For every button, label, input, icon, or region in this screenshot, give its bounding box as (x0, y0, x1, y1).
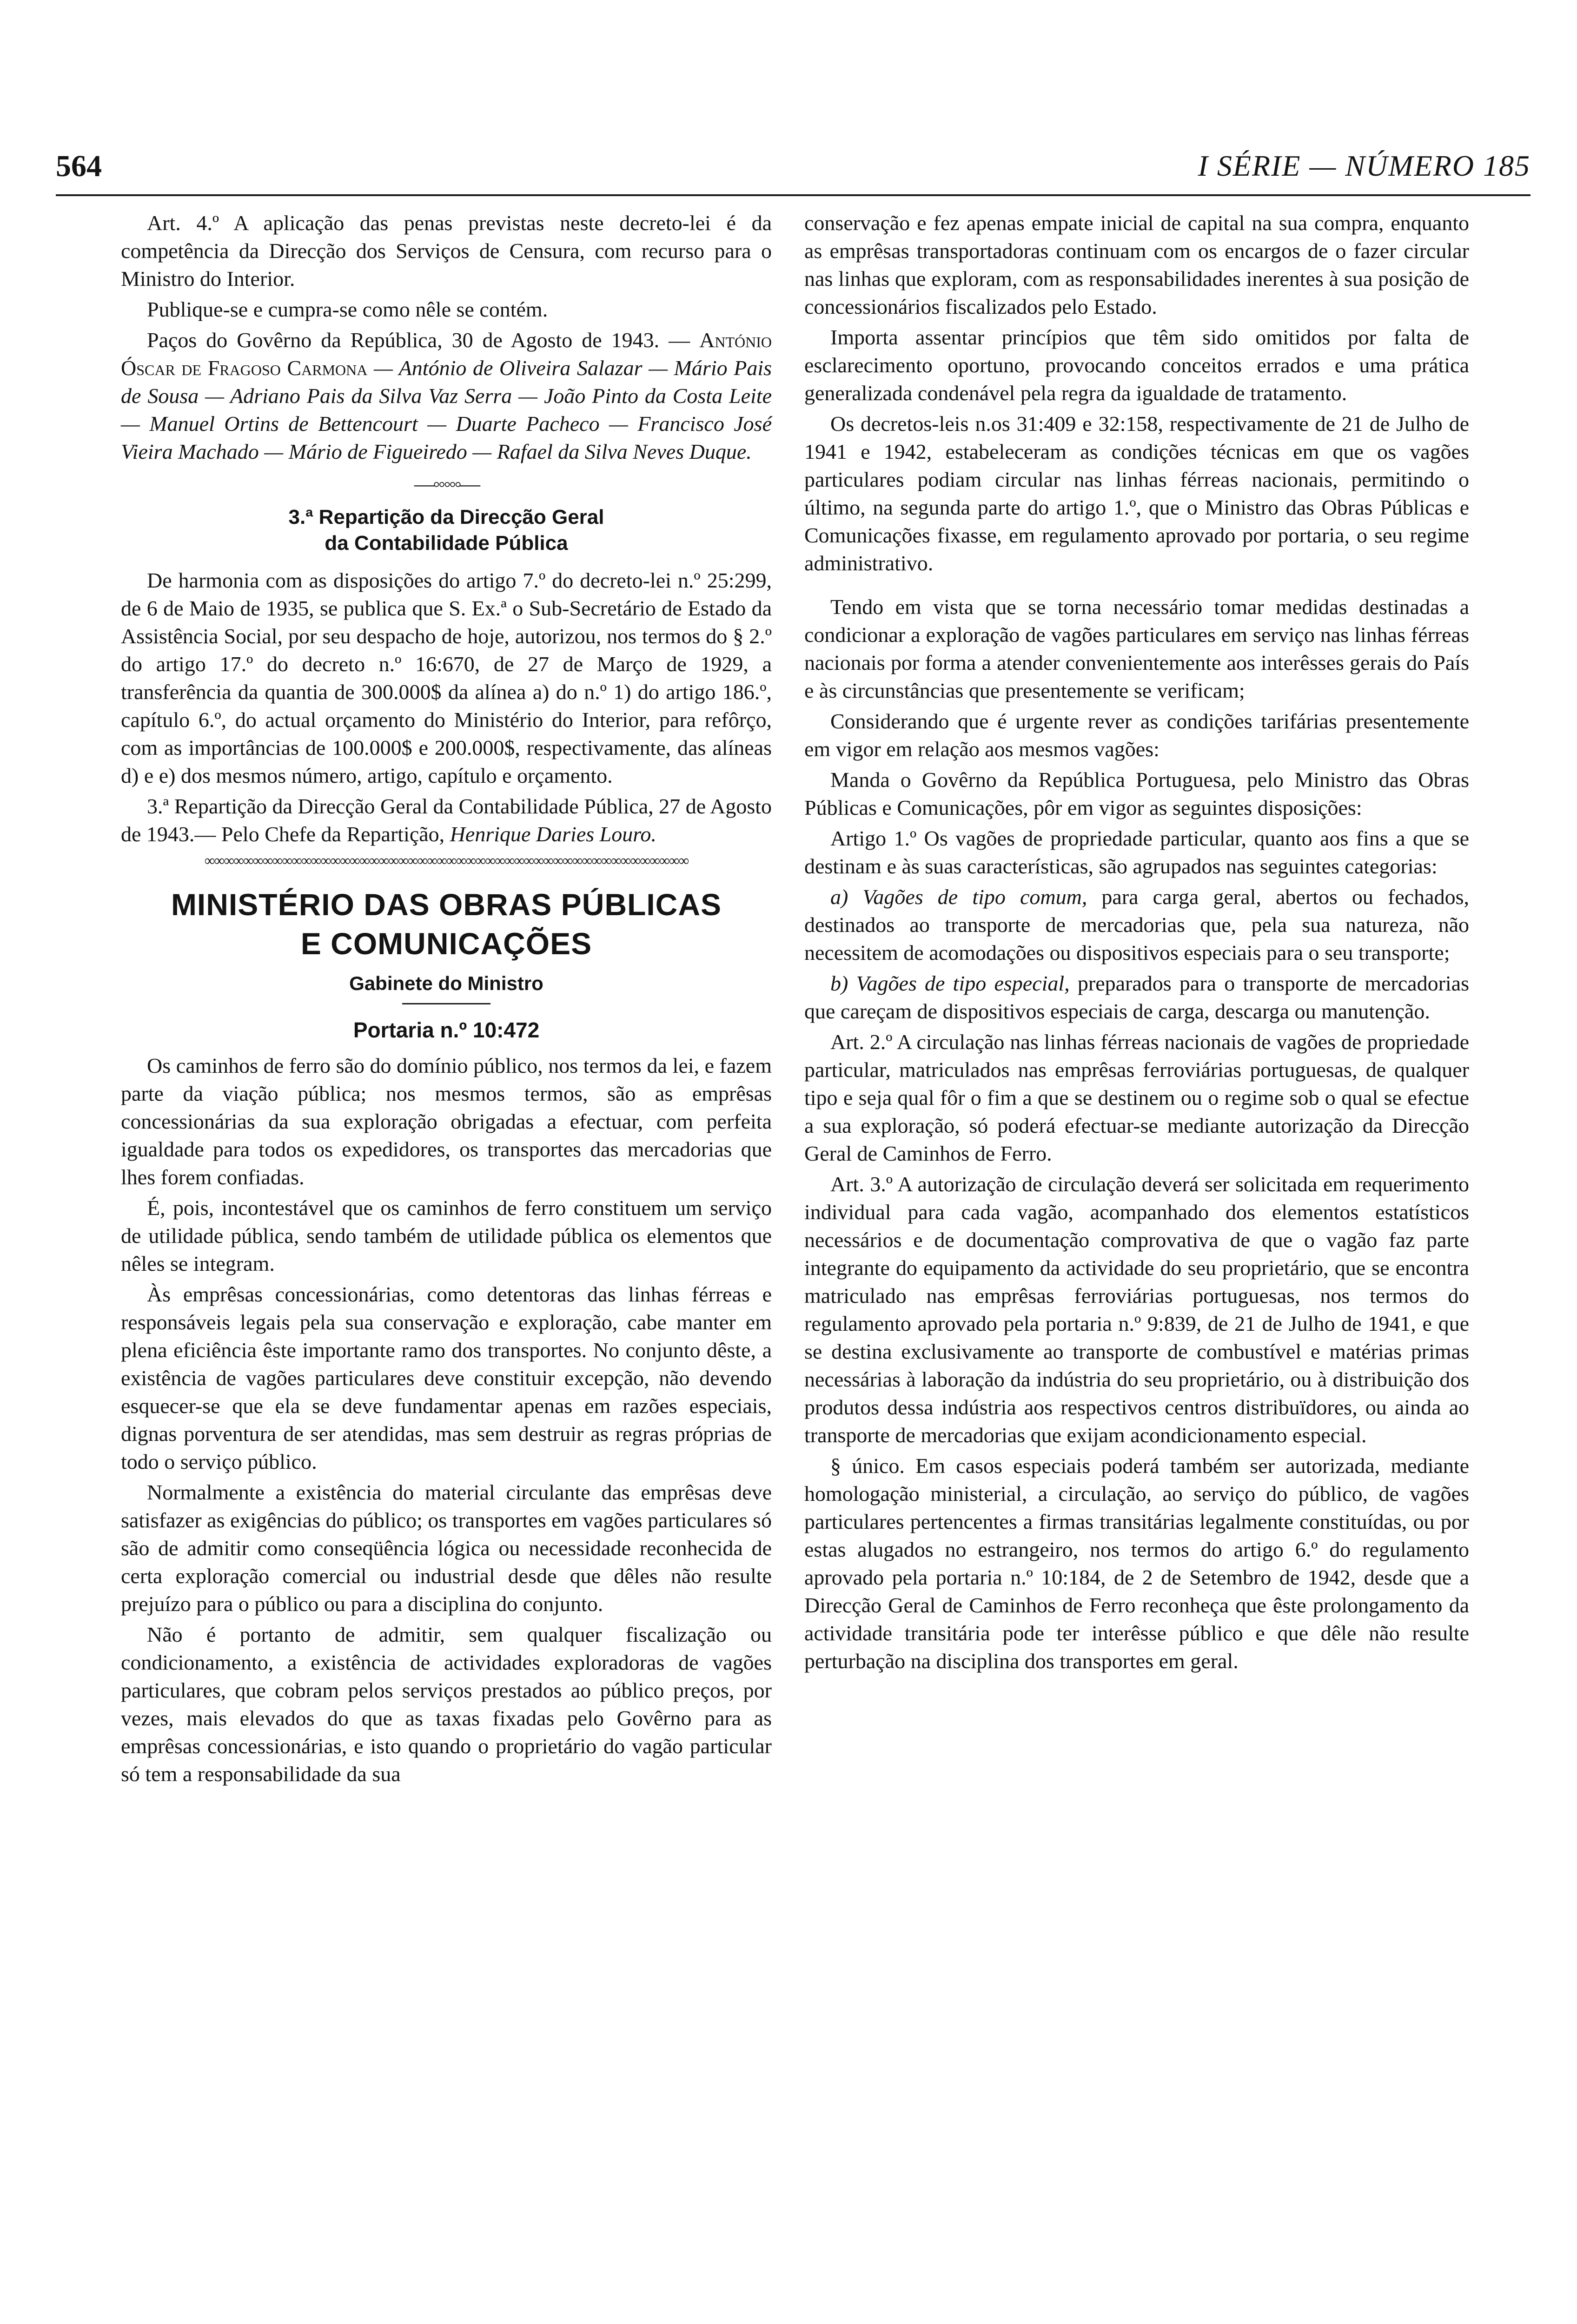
section-heading-line-1: 3.ª Repartição da Direcção Geral (288, 506, 604, 528)
category-a-label: a) Vagões de tipo comum, (830, 885, 1087, 909)
left-column (121, 209, 772, 1791)
date-line: Paços do Govêrno da República, 30 de Agosto de 1943. — (147, 328, 690, 352)
signatory-carmona: António Óscar de Fragoso Carmona (121, 328, 772, 380)
article-1: Artigo 1.º Os vagões de propriedade particular, quanto aos fins a que se destinam e às suas características, são agrupados nas seguintes categorias: (804, 826, 1469, 878)
ministry-title-line-2: E COMUNICAÇÕES (300, 926, 592, 961)
section-heading-line-2: da Contabilidade Pública (325, 532, 568, 555)
right-column (804, 209, 1469, 1678)
page-header (56, 139, 1531, 191)
reparticao-name: Henrique Daries Louro. (450, 822, 656, 846)
ornament-band: ∞∞∞∞∞∞∞∞∞∞∞∞∞∞∞∞∞∞∞∞∞∞∞∞∞∞∞∞∞∞∞∞∞∞∞∞∞∞∞∞∞∞∞∞∞∞∞∞∞∞ (204, 852, 689, 869)
page-number: 564 (56, 149, 102, 183)
spacer (804, 580, 1469, 593)
portaria-title: Portaria n.º 10:472 (353, 1018, 540, 1042)
category-a (804, 883, 1469, 967)
decrees-paragraph: Os decretos-leis n.os 31:409 e 32:158, respectivamente de 21 de Julho de 1941 e 1942, estabeleceram as condições técnicas em que os vagões particulares podiam circular nas linhas férreas nacionais, permitindo o último, na segunda parte do artigo 1.º, que o Ministro das Obras Públicas e Comunicações fixasse, em regulamento aprovado por portaria, o seu regime administrativo. (804, 412, 1469, 575)
ministry-title-line-1: MINISTÉRIO DAS OBRAS PÚBLICAS (171, 887, 722, 922)
short-rule (402, 1003, 490, 1004)
signatories-block (121, 326, 772, 466)
portaria-paragraph-1: Os caminhos de ferro são do domínio público, nos termos da lei, e fazem parte da viação pública; nos mesmos termos, são as emprêsas concessionárias da sua exploração obrigadas a efectuar, com perfeita igualdade para todos os expedidores, os transportes das mercadorias que lhes forem confiadas. (121, 1054, 772, 1189)
manda-paragraph: Manda o Govêrno da República Portuguesa, pelo Ministro das Obras Públicas e Comunicações, pôr em vigor as seguintes disposições: (804, 768, 1469, 819)
reparticao-signature (121, 792, 772, 848)
continued-paragraph: conservação e fez apenas empate inicial de capital na sua compra, enquanto as emprêsas transportadoras continuam com os encargos de o fazer circular nas linhas que exploram, com as responsabilidades inerentes à sua posição de concessionários fiscalizados pelo Estado. (804, 211, 1469, 318)
category-b-label: b) Vagões de tipo especial, (830, 971, 1070, 995)
principles-paragraph: Importa assentar princípios que têm sido omitidos por falta de esclarecimento oportuno, provocando conceitos errados e uma prática generalizada condenável pela regra da igualdade de tratamento. (804, 325, 1469, 405)
category-b-text: preparados para o transporte de mercadorias que careçam de dispositivos especiais de carga, descarga ou manutenção. (804, 971, 1470, 1023)
considerando-paragraph: Considerando que é urgente rever as condições tarifárias presentemente em vigor em relação aos mesmos vagões: (804, 709, 1469, 761)
ornament-divider: —◦◦◦◦◦— (414, 473, 478, 495)
article-3: Art. 3.º A autorização de circulação deverá ser solicitada em requerimento individual para cada vagão, acompanhado dos elementos estatísticos necessários e de documentação comprovativa de que o vagão faz parte integrante do equipamento da actividade do seu proprietário, que se encontra matriculado nas emprêsas ferroviárias portuguesas, nos termos do regulamento aprovado pela portaria n.º 9:839, de 21 de Julho de 1941, e que se destina exclusivamente ao transporte de combustível e matérias primas necessárias à laboração da indústria do seu proprietário, ou à distribuição dos produtos dessa indústria aos respectivos centros distribuïdores, ou ainda ao transporte de mercadorias que exijam acondicionamento especial. (804, 1172, 1469, 1447)
transfer-notice: De harmonia com as disposições do artigo 7.º do decreto-lei n.º 25:299, de 6 de Maio de 1935, se publica que S. Ex.ª o Sub-Secretário de Estado da Assistência Social, por seu despacho de hoje, autorizou, nos termos do § 2.º do artigo 17.º do decreto n.º 16:670, de 27 de Março de 1929, a transferência da quantia de 300.000$ da alínea a) do n.º 1) do artigo 186.º, capítulo 6.º, do actual orçamento do Ministério do Interior, para refôrço, com as importâncias de 100.000$ e 200.000$, respectivamente, das alíneas d) e e) dos mesmos número, artigo, capítulo e orçamento. (121, 568, 772, 787)
signatory-list: — António de Oliveira Salazar — Mário Pais de Sousa — Adriano Pais da Silva Vaz Serra — João Pinto da Costa Leite — Manuel Ortins de Bettencourt — Duarte Pacheco — Francisco José Vieira Machado — Mário de Figueiredo — Rafael da Silva Neves Duque. (121, 356, 772, 463)
portaria-paragraph-2: É, pois, incontestável que os caminhos de ferro constituem um serviço de utilidade pública, sendo também de utilidade pública os elementos que nêles se integram. (121, 1196, 772, 1275)
section-heading (121, 504, 772, 556)
tendo-em-vista-paragraph: Tendo em vista que se torna necessário tomar medidas destinadas a condicionar a exploração de vagões particulares em serviço nas linhas férreas nacionais por forma a atender convenientemente aos interêsses gerais do País e às circunstâncias que presentemente se verificam; (804, 595, 1469, 702)
series-number: I SÉRIE — NÚMERO 185 (1198, 149, 1531, 182)
header-rule (56, 194, 1531, 196)
category-a-text: para carga geral, abertos ou fechados, destinados ao transporte de mercadorias que, pela sua natureza, não necessitem de acomodações ou dispositivos especiais para o seu transporte; (804, 885, 1469, 964)
article-2: Art. 2.º A circulação nas linhas férreas nacionais de vagões de propriedade particular, matriculados nas emprêsas ferroviárias portuguesas, de qualquer tipo e seja qual fôr o fim a que se destinem ou o regime sob o qual se efectue a sua exploração, só poderá efectuar-se mediante autorização da Direcção Geral de Caminhos de Ferro. (804, 1030, 1469, 1165)
cabinet-heading: Gabinete do Ministro (349, 972, 543, 994)
reparticao-text: 3.ª Repartição da Direcção Geral da Contabilidade Pública, 27 de Agosto de 1943.— Pelo Chefe da Repartição, (121, 794, 772, 846)
portaria-paragraph-5: Não é portanto de admitir, sem qualquer fiscalização ou condicionamento, a existência de actividades exploradoras de vagões particulares, que cobram pelos serviços prestados ao público preços, por vezes, mais elevados do que as taxas fixadas pelo Govêrno para as emprêsas concessionárias, e isto quando o proprietário do vagão particular só tem a responsabilidade da sua (121, 1623, 772, 1786)
paragraph-unico: § único. Em casos especiais poderá também ser autorizada, mediante homologação ministerial, a circulação, ao serviço do público, de vagões particulares pertencentes a firmas transitárias legalmente constituídas, ou por estas alugados no estrangeiro, nos termos do artigo 6.º do regulamento aprovado pela portaria n.º 10:184, de 2 de Setembro de 1942, desde que a Direcção Geral de Caminhos de Ferro reconheça que êste prolongamento da actividade transitária pode ter interêsse público e que dêle não resulte perturbação na disciplina dos transportes em geral. (804, 1454, 1469, 1673)
category-b (804, 970, 1469, 1025)
portaria-paragraph-3: Às emprêsas concessionárias, como detentoras das linhas férreas e responsáveis legais pela sua conservação e exploração, cabe manter em plena eficiência êste importante ramo dos transportes. No conjunto dêste, a existência de vagões particulares deve constituir excepção, não devendo esquecer-se que ela se deve fundamentar apenas em razões especiais, dignas porventura de ser atendidas, mas sem destruir as regras próprias de todo o serviço público. (121, 1282, 772, 1473)
publique-clause: Publique-se e cumpra-se como nêle se contém. (147, 297, 548, 321)
portaria-paragraph-4: Normalmente a existência do material circulante das emprêsas deve satisfazer as exigências do público; os transportes em vagões particulares só são de admitir como conseqüência lógica ou necessidade reconhecida de certa exploração comercial ou industrial desde que dêles não resulte prejuízo para o público ou para a disciplina do conjunto. (121, 1480, 772, 1616)
article-4: Art. 4.º A aplicação das penas previstas neste decreto-lei é da competência da Direcção dos Serviços de Censura, com recurso para o Ministro do Interior. (121, 211, 772, 290)
